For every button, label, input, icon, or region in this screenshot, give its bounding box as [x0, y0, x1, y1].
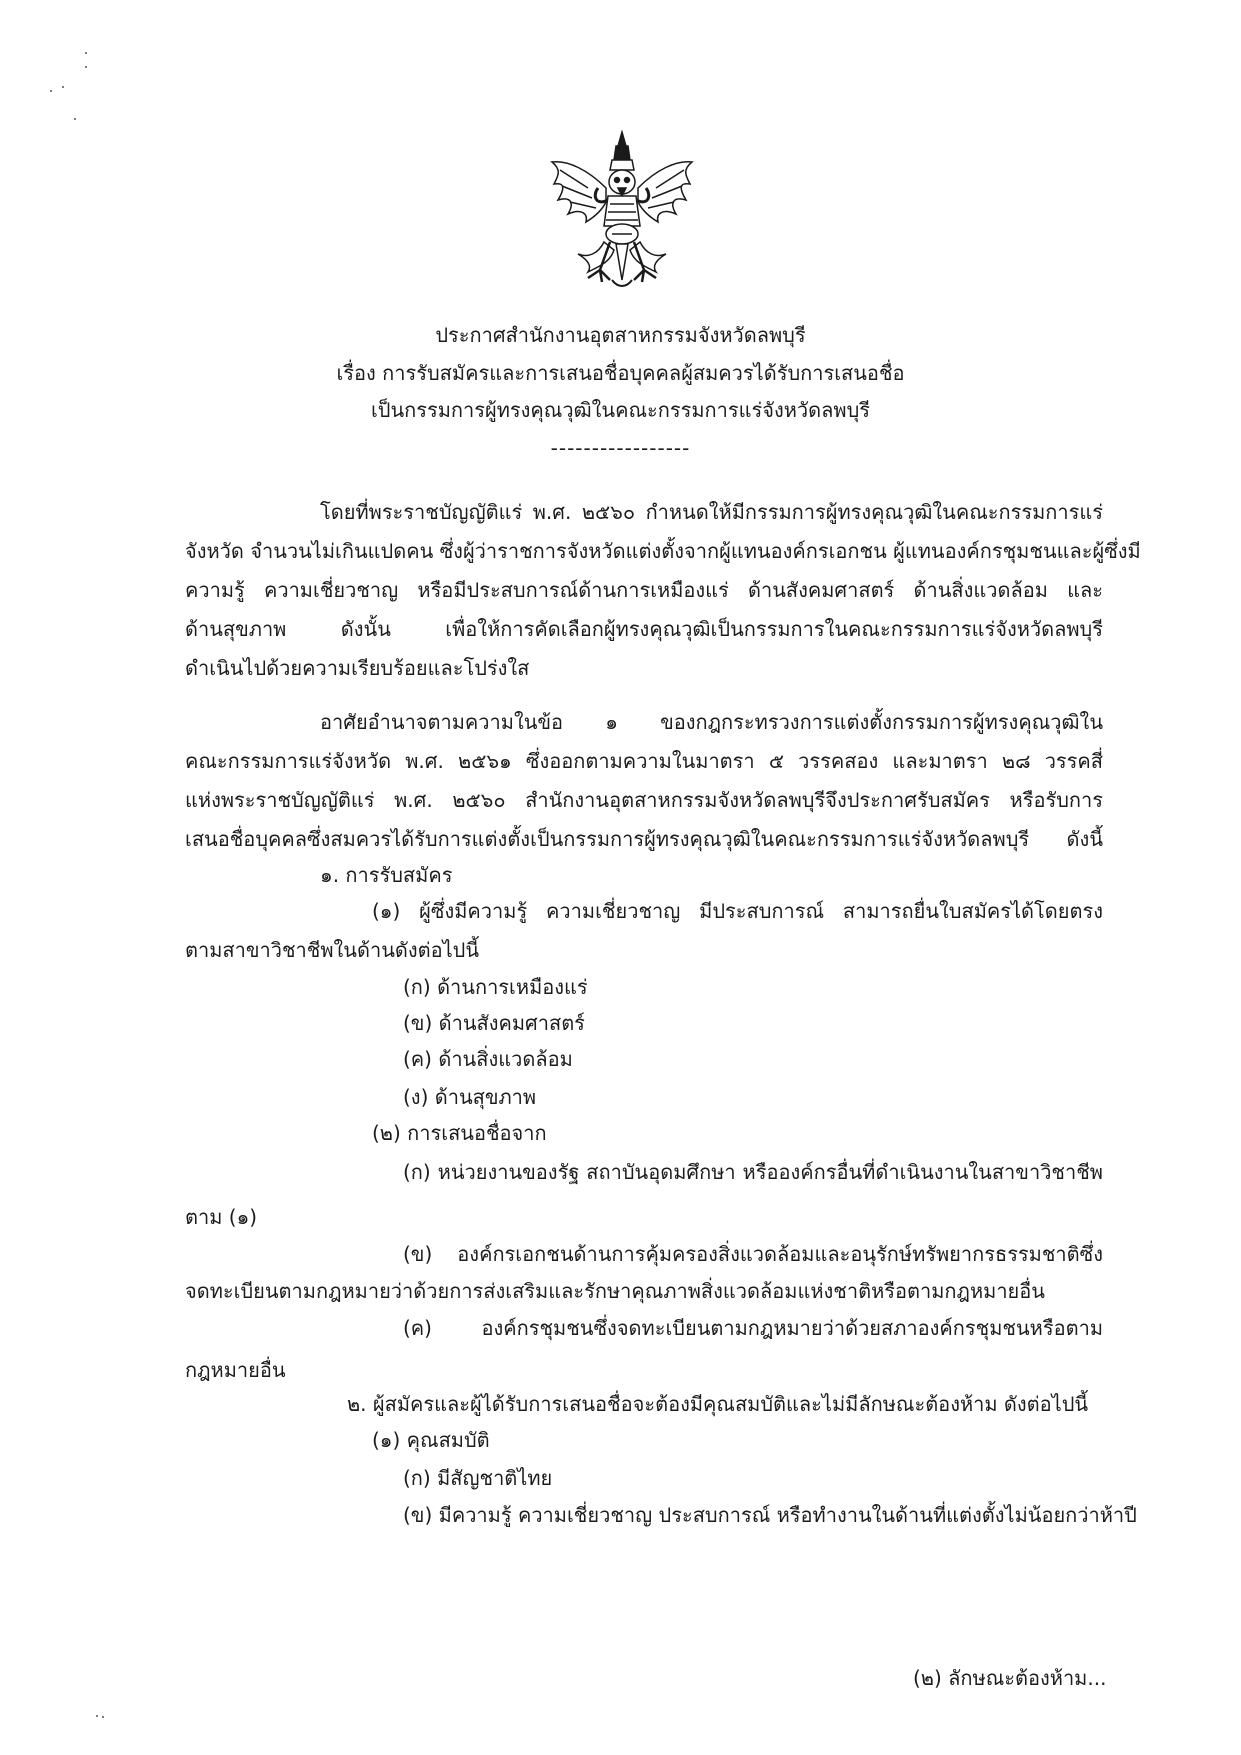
- para1-line-3: ความรู้ ความเชี่ยวชาญ หรือมีประสบการณ์ด้านการเหมืองแร่ ด้านสังคมศาสตร์ ด้านสิ่งแวดล้อม และ: [185, 578, 1103, 602]
- announcement-title: ประกาศสำนักงานอุตสาหกรรมจังหวัดลพบุรี: [435, 323, 806, 347]
- section2-item1: (๑) คุณสมบัติ: [372, 1428, 490, 1452]
- para2-line-1: อาศัยอำนาจตามความในข้อ ๑ ของกฎกระทรวงการแต่งตั้งกรรมการผู้ทรงคุณวุฒิใน: [320, 710, 1103, 734]
- scan-speck: [85, 52, 87, 54]
- nomination-b-line-2: จดทะเบียนตามกฎหมายว่าด้วยการส่งเสริมและรักษาคุณภาพสิ่งแวดล้อมแห่งชาติหรือตามกฎหมายอื่น: [185, 1279, 1045, 1303]
- nomination-c-line-2: กฎหมายอื่น: [185, 1358, 286, 1382]
- scan-speck: [62, 86, 64, 88]
- scan-speck: [85, 66, 87, 68]
- continuation-note: (๒) ลักษณะต้องห้าม...: [913, 1666, 1107, 1690]
- nomination-a-line-2: ตาม (๑): [185, 1205, 258, 1229]
- announcement-subject-line-1: เรื่อง การรับสมัครและการเสนอชื่อบุคคลผู้สมควรได้รับการเสนอชื่อ: [336, 361, 905, 385]
- nomination-b-line-1: (ข) องค์กรเอกชนด้านการคุ้มครองสิ่งแวดล้อมและอนุรักษ์ทรัพยากรธรรมชาติซึ่ง: [403, 1242, 1103, 1266]
- field-social-science: (ข) ด้านสังคมศาสตร์: [403, 1011, 585, 1035]
- para1-line-1: โดยที่พระราชบัญญัติแร่ พ.ศ. ๒๕๖๐ กำหนดให้มีกรรมการผู้ทรงคุณวุฒิในคณะกรรมการแร่: [320, 500, 1103, 524]
- garuda-emblem-icon: [548, 130, 696, 290]
- section1-heading: ๑. การรับสมัคร: [320, 863, 453, 887]
- para2-line-3: แห่งพระราชบัญญัติแร่ พ.ศ. ๒๕๖๐ สำนักงานอุตสาหกรรมจังหวัดลพบุรีจึงประกาศรับสมัคร หรือรับการ: [185, 788, 1103, 812]
- section1-item1-line-1: (๑) ผู้ซึ่งมีความรู้ ความเชี่ยวชาญ มีประสบการณ์ สามารถยื่นใบสมัครได้โดยตรง: [372, 899, 1103, 923]
- scan-speck: [102, 1716, 104, 1718]
- para1-line-4: ด้านสุขภาพ ดังนั้น เพื่อให้การคัดเลือกผู้ทรงคุณวุฒิเป็นกรรมการในคณะกรรมการแร่จังหวัดลพบุรี: [185, 617, 1103, 641]
- announcement-subject-line-2: เป็นกรรมการผู้ทรงคุณวุฒิในคณะกรรมการแร่จังหวัดลพบุรี: [370, 398, 871, 422]
- title-divider: -----------------: [550, 436, 691, 460]
- field-mining: (ก) ด้านการเหมืองแร่: [403, 975, 588, 999]
- field-health: (ง) ด้านสุขภาพ: [403, 1085, 537, 1109]
- qualification-b: (ข) มีความรู้ ความเชี่ยวชาญ ประสบการณ์ หรือทำงานในด้านที่แต่งตั้งไม่น้อยกว่าห้าปี: [403, 1503, 1137, 1527]
- nomination-c-line-1: (ค) องค์กรชุมชนซึ่งจดทะเบียนตามกฎหมายว่าด้วยสภาองค์กรชุมชนหรือตาม: [403, 1316, 1103, 1340]
- qualification-a: (ก) มีสัญชาติไทย: [403, 1466, 553, 1490]
- scan-speck: [50, 90, 52, 92]
- para2-line-2: คณะกรรมการแร่จังหวัด พ.ศ. ๒๕๖๑ ซึ่งออกตามความในมาตรา ๕ วรรคสอง และมาตรา ๒๘ วรรคสี่: [185, 749, 1103, 773]
- section1-item1-line-2: ตามสาขาวิชาชีพในด้านดังต่อไปนี้: [185, 938, 480, 962]
- section2-heading: ๒. ผู้สมัครและผู้ได้รับการเสนอชื่อจะต้องมีคุณสมบัติและไม่มีลักษณะต้องห้าม ดังต่อไปนี้: [347, 1392, 1089, 1416]
- para1-line-2: จังหวัด จำนวนไม่เกินแปดคน ซึ่งผู้ว่าราชการจังหวัดแต่งตั้งจากผู้แทนองค์กรเอกชน ผู้แทนองค์กรชุมชนและผู้ซึ่งมี: [185, 539, 1141, 563]
- para1-line-5: ดำเนินไปด้วยความเรียบร้อยและโปร่งใส: [185, 656, 530, 680]
- nomination-a-line-1: (ก) หน่วยงานของรัฐ สถาบันอุดมศึกษา หรือองค์กรอื่นที่ดำเนินงานในสาขาวิชาชีพ: [403, 1160, 1103, 1184]
- scan-speck: [74, 118, 76, 120]
- field-environment: (ค) ด้านสิ่งแวดล้อม: [403, 1047, 573, 1071]
- section1-item2: (๒) การเสนอชื่อจาก: [372, 1121, 547, 1145]
- para2-line-4: เสนอชื่อบุคคลซึ่งสมควรได้รับการแต่งตั้งเป็นกรรมการผู้ทรงคุณวุฒิในคณะกรรมการแร่จังหวัดลพบุรี ดังนี้: [185, 827, 1103, 851]
- scan-speck: [96, 1715, 98, 1717]
